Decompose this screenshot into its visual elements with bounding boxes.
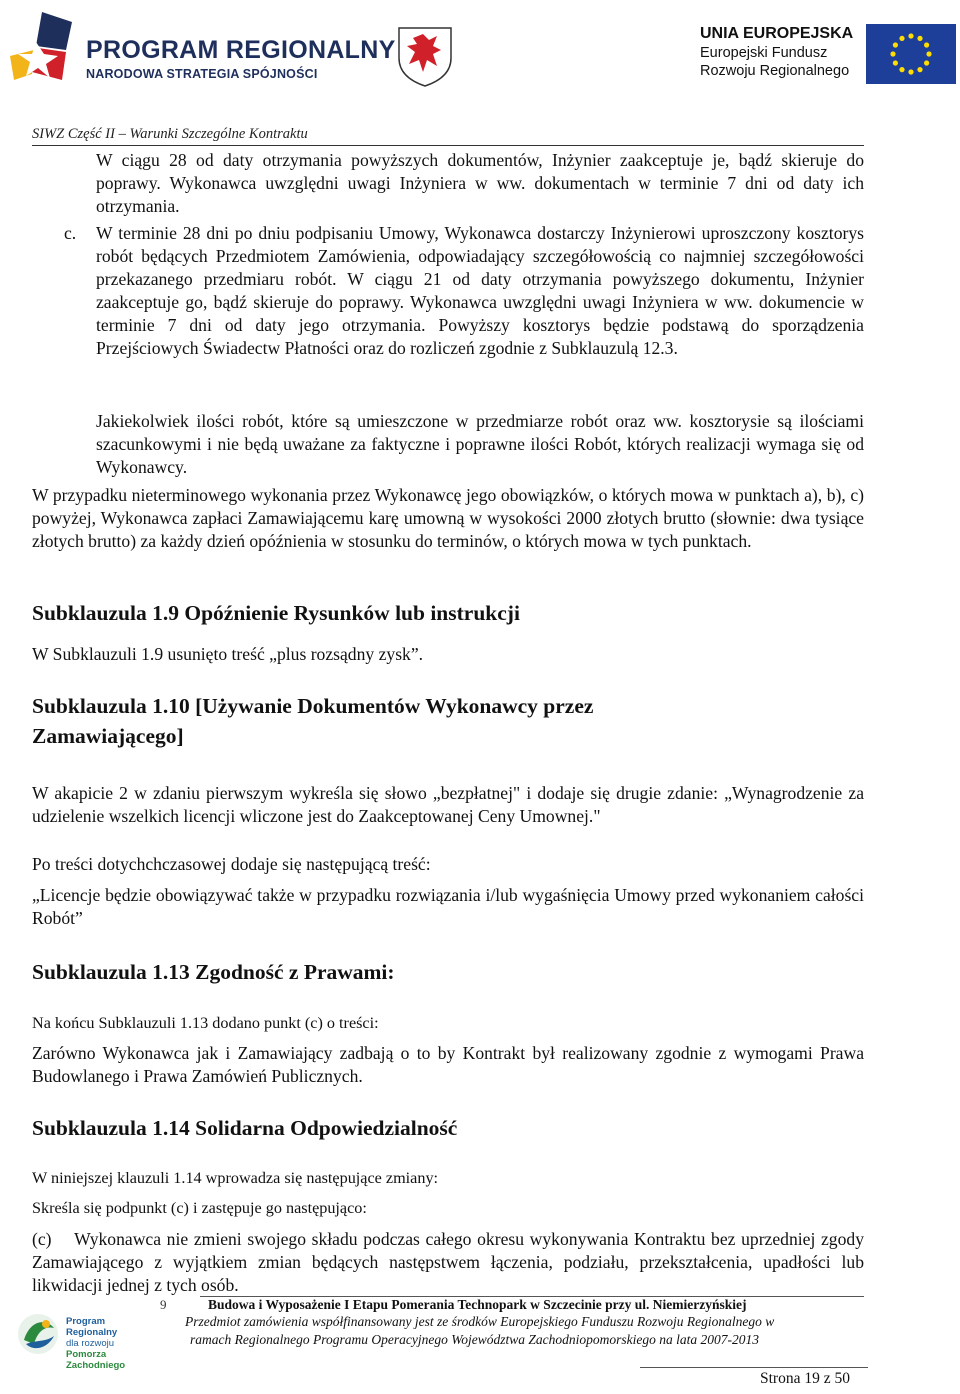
eu-line-2: Rozwoju Regionalnego — [700, 63, 850, 79]
eu-title: UNIA EUROPEJSKA — [700, 25, 854, 42]
eu-flag-icon — [866, 24, 956, 84]
paragraph-quantities: Jakiekolwiek ilości robót, które są umieszczone w przedmiarze robót oraz ww. kosztorysie są ilościami szacunkowymi i nie będą uważane za faktyczne i poprawne ilości Robót, których realizacji wymaga się od Wykonawcy. — [96, 411, 864, 477]
paragraph-cost-estimate: W terminie 28 dni po dniu podpisaniu Umowy, Wykonawca dostarczy Inżynierowi uproszczony kosztorys robót będących Przedmiotem Zamówienia, odpowiadający szczegółowością co najmniej szczegółowości przekazanego przedmiaru robót. W ciągu 21 od daty otrzymania powyższego dokumentu, Inżynier zaakceptuje go, bądź skieruje do poprawy. Wykonawca uwzględni uwagi Inżyniera w ww. dokumencie w terminie 7 dni od daty jego otrzymania. Powyższy kosztorys będzie podstawą do sporządzenia Przejściowych Świadectw Płatności oraz do rozliczeń zgodnie z Subklauzulą 12.3. — [96, 223, 864, 358]
header-divider — [32, 145, 864, 146]
footer-funding-line-1: Przedmiot zamówienia współfinansowany jest ze środków Europejskiego Funduszu Rozwoju Regionalnego w — [185, 1314, 775, 1329]
eu-label — [700, 24, 860, 80]
paragraph-1-9: W Subklauzuli 1.9 usunięto treść „plus rozsądny zysk”. — [32, 644, 424, 664]
footer-number: 9 — [160, 1297, 167, 1312]
paragraph-1-14-intro: W niniejszej klauzuli 1.14 wprowadza się następujące zmiany: — [32, 1169, 439, 1187]
program-regionalny-logo — [8, 10, 396, 94]
footer-logo-line-1: Program Regionalny — [66, 1316, 118, 1338]
heading-subclause-1-9: Subklauzula 1.9 Opóźnienie Rysunków lub instrukcji — [32, 601, 520, 625]
griffin-crest-icon — [393, 24, 457, 88]
program-subtitle: NARODOWA STRATEGIA SPÓJNOŚCI — [86, 67, 318, 81]
paragraph-1-14-c: (c) Wykonawca nie zmieni swojego składu podczas całego okresu wykonywania Kontraktu bez uprzedniej zgody Zamawiającego z wyjątkiem zmian będących następstwem łączenia, podziału, przekształcenia, upadłości lub likwidacji jednej z tych osób. — [32, 1229, 864, 1295]
heading-subclause-1-13: Subklauzula 1.13 Zgodność z Prawami: — [32, 960, 395, 984]
paragraph-deadline-28: W ciągu 28 od daty otrzymania powyższych dokumentów, Inżynier zaakceptuje je, bądź skieruje do poprawy. Wykonawca uwzględni uwagi Inżyniera w ww. dokumentach w terminie 7 dni od daty ich otrzymania. — [96, 150, 864, 216]
paragraph-1-10-intro: Po treści dotychchczasowej dodaje się następującą treść: — [32, 854, 431, 874]
page-number: Strona 19 z 50 — [760, 1370, 850, 1387]
document-reference: SIWZ Część II – Warunki Szczególne Kontraktu — [32, 126, 308, 142]
pomorze-logo-icon — [16, 1310, 60, 1358]
program-title: PROGRAM REGIONALNY — [86, 36, 396, 64]
footer-logo-line-2: dla rozwoju — [66, 1338, 115, 1349]
list-marker-c: c. — [64, 223, 77, 243]
heading-subclause-1-14: Subklauzula 1.14 Solidarna Odpowiedzialność — [32, 1116, 458, 1140]
page-number-divider — [640, 1367, 868, 1368]
paragraph-1-13: Zarówno Wykonawca jak i Zamawiający zadbają o to by Kontrakt był realizowany zgodnie z wymogami Prawa Budowlanego i Prawa Zamówień Publicznych. — [32, 1043, 864, 1086]
footer-program-logo — [16, 1310, 156, 1371]
paragraph-1-10-license: „Licencje będzie obowiązywać także w przypadku rozwiązania i/lub wygaśnięcia Umowy przed wykonaniem całości Robót” — [32, 885, 864, 928]
footer-funding-line-2: ramach Regionalnego Programu Operacyjnego Województwa Zachodniopomorskiego na lata 2007-2013 — [190, 1332, 759, 1347]
footer-project-title: Budowa i Wyposażenie I Etapu Pomerania Technopark w Szczecinie przy ul. Niemierzyńskiej — [208, 1297, 747, 1312]
paragraph-1-13-intro: Na końcu Subklauzuli 1.13 dodano punkt (c) o treści: — [32, 1014, 379, 1032]
paragraph-1-10: W akapicie 2 w zdaniu pierwszym wykreśla się słowo „bezpłatnej" i dodaje się drugie zdanie: „Wynagrodzenie za udzielenie wszelkich licencji wliczone jest do Zaakceptowanej Ceny Umownej." — [32, 783, 864, 826]
footer-logo-line-3: Pomorza Zachodniego — [66, 1349, 126, 1371]
heading-subclause-1-10-line1: Subklauzula 1.10 [Używanie Dokumentów Wykonawcy przez — [32, 694, 594, 718]
paragraph-penalty: W przypadku nieterminowego wykonania przez Wykonawcę jego obowiązków, o których mowa w punktach a), b), c) powyżej, Wykonawca zapłaci Zamawiającemu karę umowną w wysokości 2000 złotych brutto (słownie: dwa tysiące złotych brutto) za każdy dzień opóźnienia w stosunku do terminów, o których mowa w tych punktach. — [32, 485, 864, 551]
heading-subclause-1-10-line2: Zamawiającego] — [32, 724, 184, 748]
eu-line-1: Europejski Fundusz — [700, 45, 828, 61]
paragraph-1-14-strike: Skreśla się podpunkt (c) i zastępuje go następująco: — [32, 1199, 367, 1217]
nss-star-icon — [8, 10, 88, 94]
